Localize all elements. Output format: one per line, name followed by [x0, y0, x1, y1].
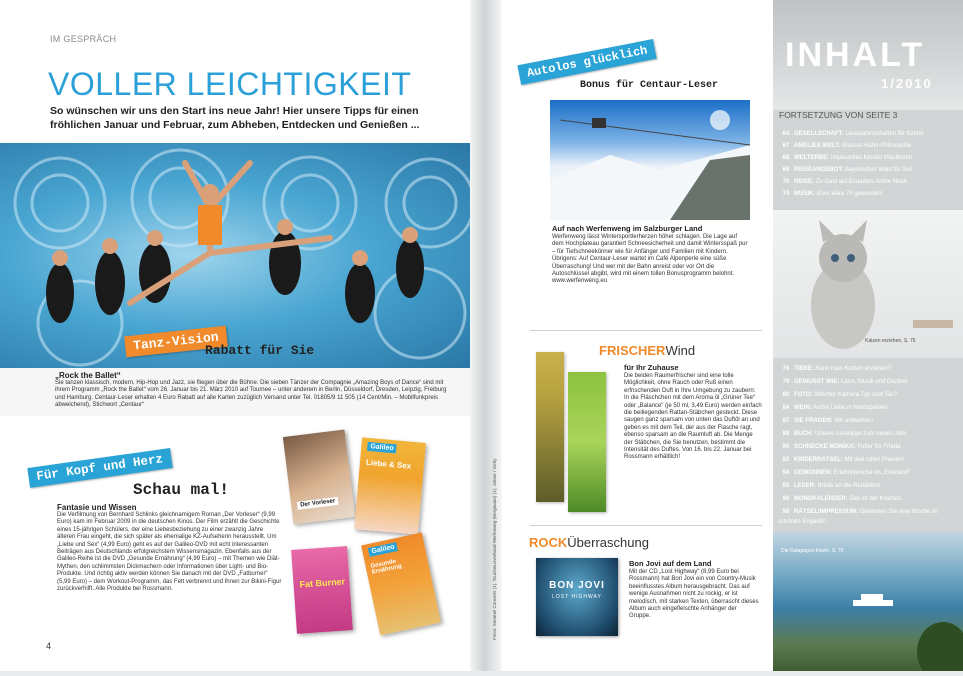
dance-title: „Rock the Ballet“	[55, 371, 121, 380]
toc-item-page: 94	[782, 470, 790, 476]
cd-band: BON JOVI	[549, 580, 605, 591]
dance-stamp: Tanz-Vision	[124, 326, 227, 358]
frischer-heading	[599, 343, 695, 358]
toc-item-desc: Kann man Katzen erziehen?	[815, 366, 892, 372]
toc-item-desc: André Liebe in Nordspanien	[813, 405, 888, 411]
ski-landscape	[550, 100, 750, 220]
toc-item-page: 98	[782, 509, 790, 515]
toc-item-page: 87	[782, 418, 790, 424]
toc-continuation: FORTSETZUNG VON SEITE 3	[779, 110, 898, 120]
diffuser-1	[536, 352, 564, 502]
dance-caption-block	[0, 368, 470, 416]
dvd-liebe	[354, 437, 426, 534]
bonjovi-text: Mit der CD „Lost Highway“ (8,99 Euro bei Rossmann) hat Bon Jovi ein von Country-Musik beeinflusstes Album herausgebracht. Das auf wenige Ausnahmen nicht zu rockig, er ist melodisch, mit starken Texten, überrascht dieses Album auch eingefleischte Anhänger der Gruppe.	[629, 569, 759, 620]
werfen-title: Auf nach Werfenweng im Salzburger Land	[552, 224, 703, 233]
toc-item-page: 67	[782, 143, 790, 149]
toc-item[interactable]	[778, 165, 948, 175]
toc-item-desc: Briefe an die Redaktion	[817, 483, 881, 489]
toc-item-page: 96	[782, 496, 790, 502]
toc-issue: 1/2010	[881, 76, 933, 91]
toc-item-page: 80	[782, 392, 790, 398]
toc-item-desc: Zu Gast auf Ecuadors Arche Noah	[815, 179, 908, 185]
dvd-vorleser-title: Der Vorleser	[297, 497, 339, 510]
toc-item-desc: Wasser-Hahn-Philosophie	[841, 143, 912, 149]
toc-item-section: BUCH:	[794, 431, 814, 437]
werfen-text: Werfenweng lässt Wintersportlerherzen höher schlagen. Die Lage auf dem Hochplateau garantiert Schneesicherheit und damit Wintersspaß pur – für Tiefschneekönner wie für Anfänger und Familien mit Kindern. Übrigens: Auf Centaur-Leser wartet im Café Alpenperle eine süße Überraschung! Und wer mit der Bahn anreist oder vor Ort die Autoschlüssel abgibt, wird mit einem tollen Bonusprogramm belohnt. www.werfenweng.eu	[552, 234, 748, 285]
toc-item-page: 95	[782, 483, 790, 489]
toc-item-section: MUSIK:	[794, 191, 816, 197]
toc-item[interactable]	[778, 507, 948, 527]
autolos-stamp: Autolos glücklich	[517, 39, 657, 85]
speaker-pattern	[0, 143, 470, 368]
wissen-text: Die Verfilmung von Bernhard Schlinks gleichnamigem Roman „Der Vorleser“ (9,99 Euro) kam im Februar 2009 in die deutschen Kinos. Der Film erzählt die Geschichte eines 15-jährigen Schülers, der eine Liebesbeziehung zu einer zwanzig Jahre älteren Frau eingeht, die sich später als ehemalige KZ-Aufseherin herausstellt. Um „Liebe und Sex“ (4,99 Euro) geht es auf der Galileo-DVD mit echt interessanten Beiträgen aus Deutschlands erfolgreichstem Wissensmagazin. Ebenfalls aus der Galileo-Reihe ist die DVD „Gesunde Ernährung“ (4,99 Euro) – mit Themen wie Diät-Mythen, den schlimmsten Dickmachern oder Informationen über Light- und Bio-Produkte. Und richtig aktiv werden können Sie danach mit der DVD „Fatburner“ (5,99 Euro) – dem Workout-Programm, das Fett verbrennt und Ihnen zur Bikini-Figur zurückverhilft. Alle Produkte bei Rossmann.	[57, 512, 282, 593]
dance-text: Sie tanzen klassisch, modern, Hip-Hop und Jazz, sie fliegen über die Bühne. Die sieben Tänzer der Compagnie „Amazing Boys of Dance“ sind mit ihrem Programm „Rock the Ballet“ vom 26. Januar bis 21. März 2010 auf Tournee – unter anderem in Berlin, Düsseldorf, Dresden, Leipzig, Freiburg und Hamburg. Centaur-Leser erhalten 4 Euro Rabatt auf alle Karten zuzüglich Versand unter Tel. 01805/9 11 505 (14 Cent/Min. – Mobilfunkpreis abweichend), Stichwort „Centaur“	[55, 380, 447, 409]
left-page	[0, 0, 470, 671]
rock-a: ROCK	[529, 535, 568, 550]
toc-item-page: 64	[782, 131, 790, 137]
toc-item-section: REISE:	[794, 179, 815, 185]
dvd-liebe-brand: Galileo	[367, 442, 397, 454]
toc-item-page: 68	[782, 155, 790, 161]
toc-item-desc: Lärm, Musik und Dezibel	[841, 379, 908, 385]
cd-album: LOST HIGHWAY	[552, 594, 602, 600]
toc-item-desc: Erlebniswoche im „Everland“	[833, 470, 911, 476]
toc-item-page: 79	[782, 379, 790, 385]
toc-item-desc: Imposantes Kloster Maulbronn	[830, 155, 913, 161]
divider-2	[530, 525, 762, 526]
rock-heading	[529, 535, 649, 550]
toc-item-section: SCHNECKE MONIKA:	[794, 444, 856, 450]
toc-item[interactable]	[778, 364, 948, 374]
intro-text: So wünschen wir uns den Start ins neue Jahr! Hier unsere Tipps für einen fröhlichen Januar und Februar, zum Abheben, Entdecken und Genießen ...	[50, 105, 420, 131]
toc-item-desc: Bayerischer Wald für Sie!	[845, 167, 913, 173]
toc-item[interactable]	[778, 377, 948, 387]
bonjovi-cd	[536, 558, 618, 636]
toc-item-desc: Unsere Lesetipps zum neuen Jahr	[815, 431, 907, 437]
toc-item[interactable]	[778, 141, 948, 151]
toc-item-desc: Lesepatenschaften für Kinder	[845, 131, 924, 137]
toc-item-desc: Wir antworten!	[834, 418, 874, 424]
toc-item-section: REISEANGEBOT:	[794, 167, 844, 173]
ski-photo	[550, 100, 750, 220]
toc-item-section: GEWONNEN:	[794, 470, 832, 476]
headline: VOLLER LEICHTIGKEIT	[48, 66, 412, 102]
schau-title: Schau mal!	[133, 481, 230, 499]
bonjovi-title: Bon Jovi auf dem Land	[629, 559, 712, 568]
toc-item[interactable]	[778, 416, 948, 426]
dvd-ern-title: Gesunde Ernährung	[370, 558, 403, 576]
toc-item[interactable]	[778, 481, 948, 491]
bonus-title: Bonus für Centaur-Leser	[580, 80, 719, 91]
toc-item-page: 88	[782, 431, 790, 437]
toc-item-page: 76	[782, 366, 790, 372]
toc-item-section: TIERE:	[794, 366, 814, 372]
toc-item-section: KINDERRÄTSEL:	[794, 457, 843, 463]
toc-item-desc: Mit drei tollen Preisen!	[844, 457, 905, 463]
cat-caption: Katzen erziehen, S. 76	[865, 338, 916, 344]
toc-item[interactable]	[778, 494, 948, 504]
toc-item[interactable]	[778, 189, 948, 199]
cat-illustration	[773, 210, 963, 358]
toc-item[interactable]	[778, 177, 948, 187]
zuhause-title: für Ihr Zuhause	[624, 363, 679, 372]
toc-item-desc: Das ist der Kosmos	[849, 496, 902, 502]
divider-1	[530, 330, 762, 331]
toc-item[interactable]	[778, 429, 948, 439]
toc-item-section: FOTO:	[794, 392, 813, 398]
toc-item[interactable]	[778, 403, 948, 413]
toc-item[interactable]	[778, 468, 948, 478]
toc-item-desc: Gewinnen Sie eine Woche im schönen Engadin!	[778, 509, 939, 525]
toc-item-section: LESER:	[794, 483, 817, 489]
dvd-fatburner	[291, 546, 353, 634]
toc-item[interactable]	[778, 153, 948, 163]
toc-item[interactable]	[778, 442, 948, 452]
galapagos-caption: Die Galapagos-Inseln, S. 70	[781, 548, 844, 554]
galapagos-photo	[773, 532, 963, 671]
dance-photo	[0, 143, 470, 368]
toc-item-section: AMELIES WELT:	[794, 143, 841, 149]
toc-item-desc: Elvis wäre 75 geworden!	[817, 191, 883, 197]
toc-item-section: WEIN:	[794, 405, 812, 411]
toc-item-page: 84	[782, 405, 790, 411]
rock-b: Überraschung	[567, 535, 649, 550]
section-kicker: IM GESPRÄCH	[50, 34, 117, 44]
photo-credit: Fotos: Semmel Concerts (1), Tourismusverband Werfenweg (Bergmann) (1), Jokser / Getty	[492, 458, 497, 640]
frischer-b: Wind	[665, 343, 696, 358]
toc-item[interactable]	[778, 129, 948, 139]
dvd-ernaehrung	[361, 533, 441, 636]
dvd-fat-title: Fat Burner	[299, 576, 346, 590]
toc-item-page: 69	[782, 167, 790, 173]
toc-item-section: GEWUSST WIE:	[794, 379, 840, 385]
toc-item-desc: Welcher Kamera-Typ sind Sie?	[814, 392, 897, 398]
toc-item-page: 90	[782, 444, 790, 450]
toc-item-section: MONDKALENDER:	[794, 496, 848, 502]
dvd-ern-brand: Galileo	[368, 542, 399, 557]
toc-item-page: 74	[782, 191, 790, 197]
toc-item-page: 92	[782, 457, 790, 463]
toc-item-page: 70	[782, 179, 790, 185]
toc-item-section: WELTERBE:	[794, 155, 830, 161]
frischer-a: FRISCHER	[599, 343, 666, 358]
dvd-liebe-title: Liebe & Sex	[365, 457, 412, 471]
dance-discount: Rabatt für Sie	[205, 343, 315, 358]
toc-item-section: RÄTSEL/IMPRESSUM:	[794, 509, 859, 515]
toc-item-section: GESELLSCHAFT:	[794, 131, 844, 137]
diffuser-2	[568, 372, 606, 512]
toc-column	[773, 0, 963, 671]
zuhause-text: Die beiden Raumerfrischer sind eine tolle Möglichkeit, ohne Rauch oder Ruß einen erfrischenden Duft in Ihre Umgebung zu zaubern: In die Fläschchen mit dem Aroma öl „Grüner Tee“ oder „Balance“ (je 50 ml, 3,49 Euro) werden einfach die beiliegenden Rattan-Stäbchen gesteckt. Diese saugen ganz sparsam von unten das Duftöl an und geben es mit dem Teil, der aus der Flasche ragt, ebenso sparsam an die Raumluft ab. Die Menge der Stäbchen, die Sie benutzen, bestimmt die Intensität des Duftes. Von 16. bis 22. Januar bei Rossmann erhältlich!	[624, 373, 762, 461]
wissen-title: Fantasie und Wissen	[57, 503, 137, 512]
cat-photo	[773, 210, 963, 358]
toc-title: INHALT	[785, 36, 926, 74]
page-number: 4	[46, 641, 52, 651]
toc-item-section: SIE FRAGEN:	[794, 418, 833, 424]
spine-gutter	[470, 0, 502, 671]
kopf-herz-stamp: Für Kopf und Herz	[27, 448, 172, 488]
toc-item[interactable]	[778, 455, 948, 465]
toc-item-desc: Futter für Frieda	[857, 444, 901, 450]
dvd-vorleser	[283, 430, 355, 525]
toc-item[interactable]	[778, 390, 948, 400]
